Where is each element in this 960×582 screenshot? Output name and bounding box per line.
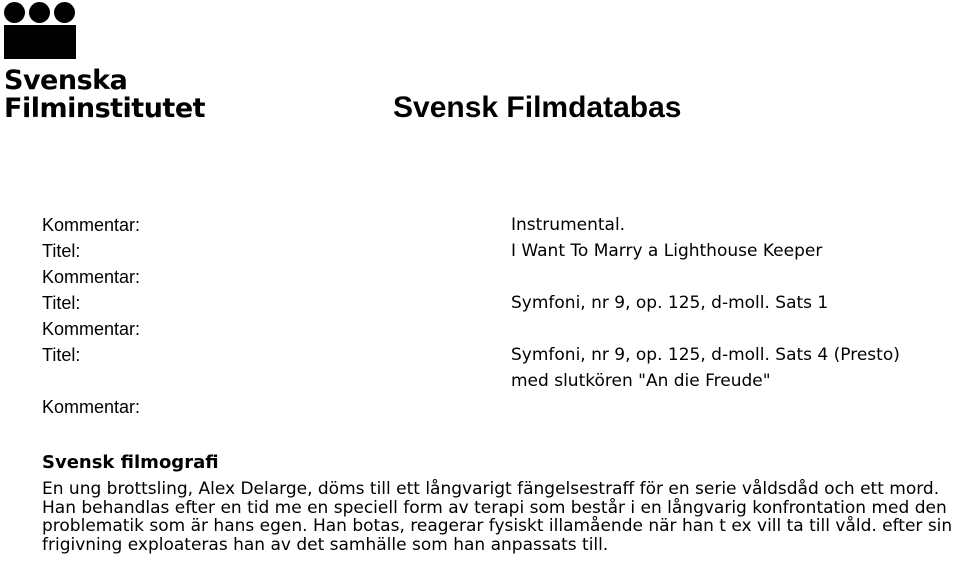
song-row	[42, 290, 942, 316]
logo-text-line2: Filminstitutet	[4, 93, 206, 124]
field-label: Titel:	[42, 241, 81, 261]
logo-dots	[4, 2, 204, 23]
svenska-filminstitutet-logo	[4, 2, 204, 127]
song-row	[42, 342, 942, 394]
logo-text-line1: Svenska	[4, 65, 128, 96]
song-row	[42, 394, 942, 420]
field-label: Kommentar:	[42, 215, 141, 235]
logo-dot	[29, 2, 50, 23]
logo-dot	[4, 2, 25, 23]
field-label: Kommentar:	[42, 397, 141, 417]
section-title: Svensk filmografi	[42, 452, 219, 473]
synopsis-text: En ung brottsling, Alex Delarge, döms till ett långvarigt fängelsestraff för en serie våldsdåd och ett mord. Han behandlas efter en tid me en speciell form av terapi som består i en långvarig konfrontation med den problematik som är hans egen. Han botas, reagerar fysiskt illamående när han t ex vill ta till våld. efter sin frigivning exploateras han av det samhälle som han anpassats till.	[42, 479, 953, 555]
field-label: Kommentar:	[42, 267, 141, 287]
field-value: Symfoni, nr 9, op. 125, d-moll. Sats 4 (Presto) med slutkören "An die Freude"	[511, 345, 900, 391]
field-value: I Want To Marry a Lighthouse Keeper	[511, 241, 823, 261]
page-title: Svensk Filmdatabas	[393, 91, 682, 124]
logo-block	[4, 25, 76, 59]
song-row	[42, 316, 942, 342]
field-label: Titel:	[42, 293, 81, 313]
song-row	[42, 264, 942, 290]
song-row	[42, 212, 942, 238]
logo-dot	[54, 2, 75, 23]
field-value: Symfoni, nr 9, op. 125, d-moll. Sats 1	[511, 293, 829, 313]
song-row	[42, 238, 942, 264]
field-value: Instrumental.	[511, 215, 626, 235]
field-label: Titel:	[42, 345, 81, 365]
song-list	[42, 212, 942, 420]
field-label: Kommentar:	[42, 319, 141, 339]
